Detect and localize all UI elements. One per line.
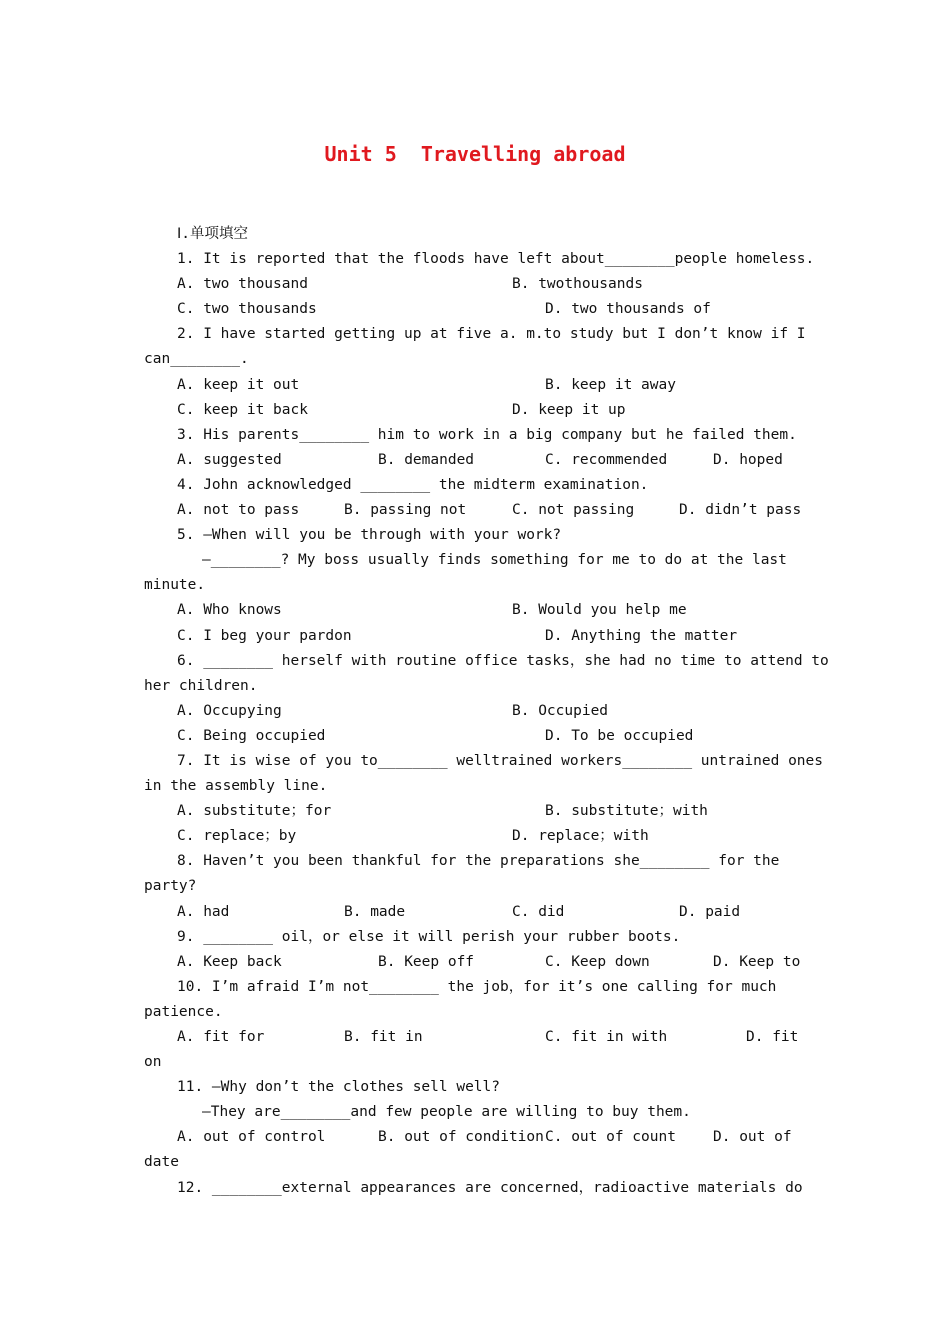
question-1-options-2 — [144, 297, 814, 322]
question-10-cont: patience. — [144, 1003, 223, 1020]
option-b: B. Occupied — [512, 702, 609, 719]
question-4: 4. John acknowledged ________ the midterm examination. — [177, 476, 649, 493]
option-a: A. had — [177, 903, 230, 920]
option-c: C. not passing — [512, 502, 635, 519]
option-a: A. Who knows — [177, 602, 282, 619]
question-2-cont: can________. — [144, 351, 249, 368]
question-5-answer: —________? My boss usually finds something for me to do at the last — [202, 552, 787, 569]
option-d: D. Keep to — [713, 953, 801, 970]
question-2-options-2 — [144, 398, 814, 423]
question-1: 1. It is reported that the floods have left about________people homeless. — [177, 251, 815, 268]
option-c: C. fit in with — [545, 1029, 668, 1045]
option-c: C. did — [512, 903, 565, 920]
option-b: B. passing not — [344, 502, 467, 519]
section-heading: Ⅰ.单项填空 — [177, 226, 249, 242]
question-11-option-wrap: date — [144, 1154, 179, 1171]
option-a: A. Keep back — [177, 953, 282, 970]
option-d: D. replace；with — [512, 828, 649, 845]
question-10-option-wrap: on — [144, 1054, 162, 1071]
question-11: 11. —Why don’t the clothes sell well? — [177, 1079, 501, 1096]
question-6-options-2 — [144, 724, 814, 749]
page-title: Unit 5 Travelling abroad — [324, 142, 626, 166]
option-c: C. out of count — [545, 1129, 676, 1146]
option-c: C. keep it back — [177, 401, 308, 418]
option-b: B. twothousands — [512, 276, 643, 293]
option-c: C. Being occupied — [177, 727, 326, 744]
option-d: D. hoped — [713, 451, 783, 468]
question-7-options-2 — [144, 824, 814, 849]
option-a: A. not to pass — [177, 502, 300, 519]
option-c: C. Keep down — [545, 953, 650, 970]
option-a: A. suggested — [177, 451, 282, 468]
option-b: B. demanded — [378, 451, 475, 468]
exercise-body — [144, 222, 829, 1201]
question-7: 7. It is wise of you to________ welltrained workers________ untrained ones — [177, 752, 824, 769]
option-c: C. replace；by — [177, 828, 297, 845]
question-5: 5. —When will you be through with your work? — [177, 527, 562, 544]
question-5-options-2 — [144, 624, 814, 649]
question-10: 10. I’m afraid I’m not________ the job，for it’s one calling for much — [177, 978, 777, 995]
question-4-options — [144, 498, 814, 523]
question-6-options — [144, 699, 814, 724]
option-a: A. out of control — [177, 1129, 326, 1146]
question-8-cont: party? — [144, 878, 197, 895]
question-8: 8. Haven’t you been thankful for the preparations she________ for the — [177, 853, 780, 870]
question-5-cont: minute. — [144, 577, 206, 594]
option-a: A. keep it out — [177, 376, 300, 393]
question-9: 9. ________ oil，or else it will perish your rubber boots. — [177, 928, 681, 945]
question-6-cont: her children. — [144, 677, 258, 694]
question-7-options — [144, 799, 814, 824]
option-d: D. didn’t pass — [679, 502, 802, 519]
option-b: B. Would you help me — [512, 602, 687, 619]
question-2: 2. I have started getting up at five a. m.to study but I don’t know if I — [177, 326, 806, 343]
question-10-options — [144, 1025, 814, 1050]
option-d: D. fit — [746, 1029, 799, 1045]
option-b: B. substitute；with — [545, 803, 708, 820]
option-a: A. fit for — [177, 1029, 265, 1045]
question-3: 3. His parents________ him to work in a big company but he failed them. — [177, 426, 797, 443]
option-c: C. two thousands — [177, 301, 317, 318]
option-b: B. out of condition — [378, 1129, 544, 1146]
question-11-answer: —They are________and few people are willing to buy them. — [202, 1104, 691, 1121]
option-a: A. Occupying — [177, 702, 282, 719]
option-d: D. Anything the matter — [545, 627, 738, 644]
option-d: D. keep it up — [512, 401, 626, 418]
option-b: B. Keep off — [378, 953, 475, 970]
option-a: A. substitute；for — [177, 803, 332, 820]
question-3-options — [144, 448, 814, 473]
option-c: C. recommended — [545, 451, 668, 468]
option-b: B. keep it away — [545, 376, 676, 393]
question-7-cont: in the assembly line. — [144, 778, 328, 795]
question-1-options — [144, 272, 814, 297]
option-c: C. I beg your pardon — [177, 627, 352, 644]
question-9-options — [144, 950, 814, 975]
question-2-options — [144, 373, 814, 398]
question-6: 6. ________ herself with routine office tasks，she had no time to attend to — [177, 652, 829, 669]
option-d: D. out of — [713, 1129, 792, 1146]
question-8-options — [144, 900, 814, 925]
question-5-options — [144, 598, 814, 623]
option-d: D. paid — [679, 903, 741, 920]
option-a: A. two thousand — [177, 276, 308, 293]
question-12: 12. ________external appearances are concerned，radioactive materials do — [177, 1179, 803, 1196]
option-d: D. two thousands of — [545, 301, 711, 318]
option-b: B. made — [344, 903, 406, 920]
question-11-options — [144, 1125, 814, 1150]
option-b: B. fit in — [344, 1029, 423, 1045]
option-d: D. To be occupied — [545, 727, 694, 744]
